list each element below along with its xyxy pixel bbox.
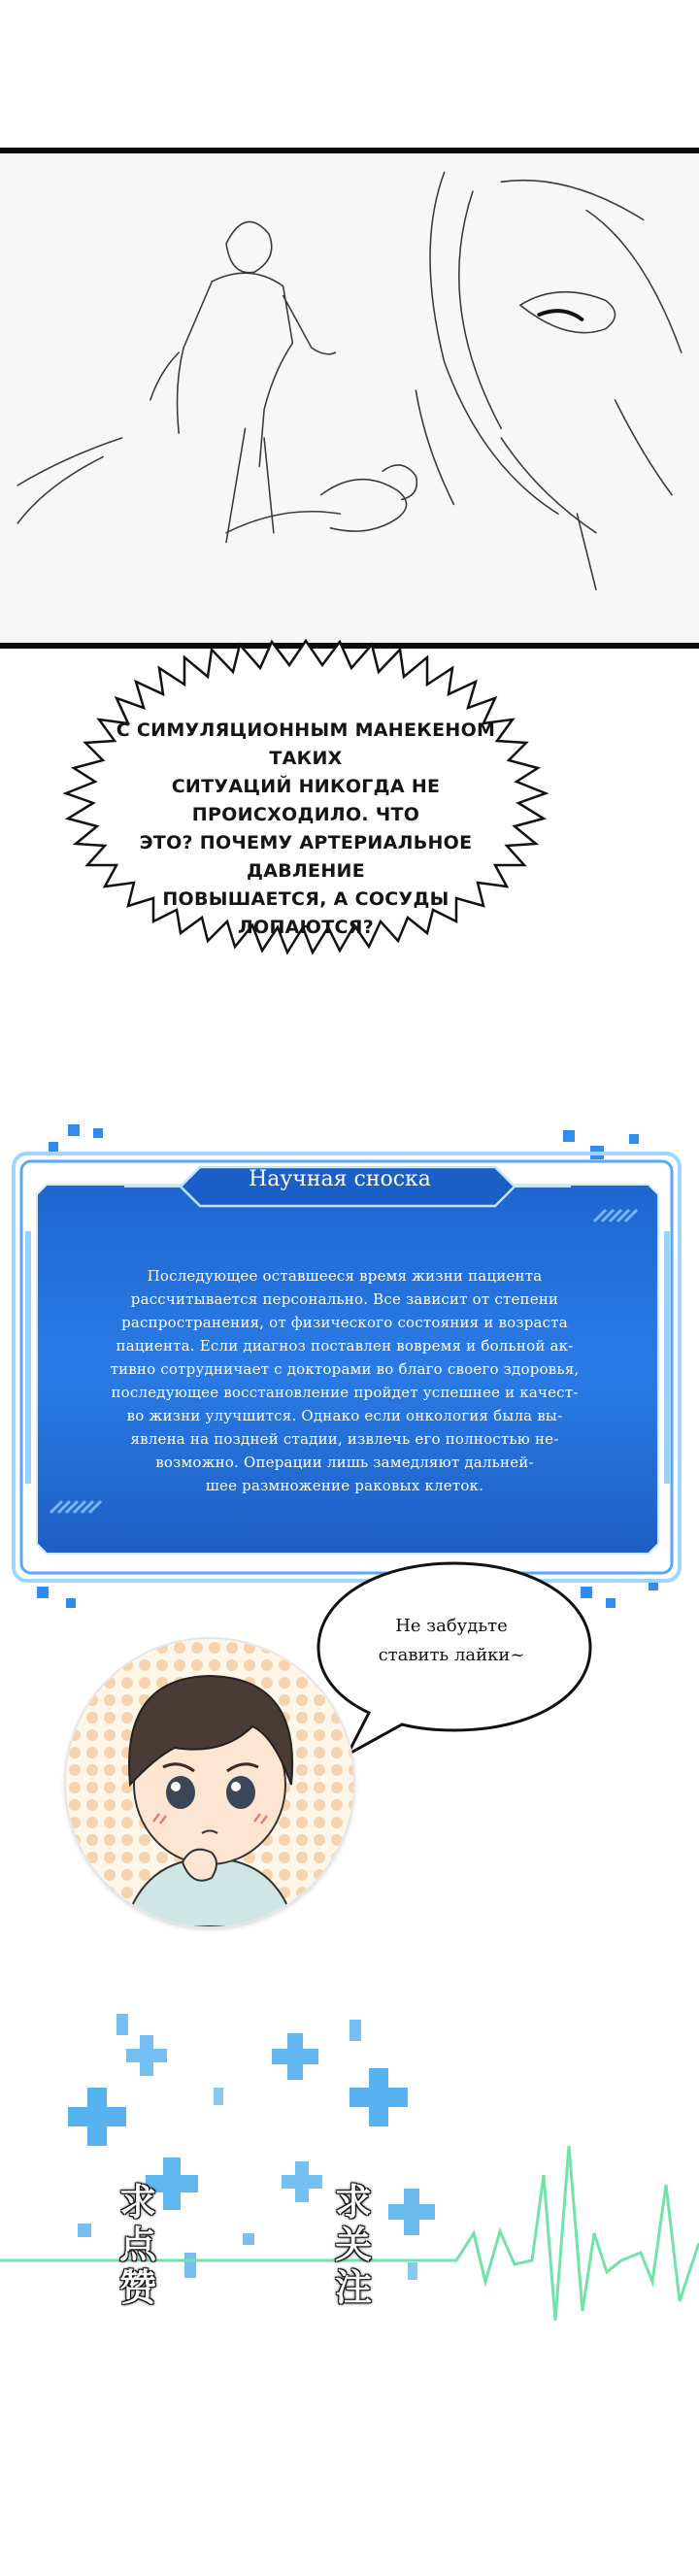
note-title: Научная сноска bbox=[249, 1167, 431, 1191]
speech-line-4: ПОВЫШАЕТСЯ, А СОСУДЫ ЛОПАЮТСЯ? bbox=[162, 888, 449, 938]
note-line: Последующее оставшееся время жизни пациента bbox=[147, 1267, 543, 1285]
speech-line-3: ЭТО? ПОЧЕМУ АРТЕРИАЛЬНОЕ ДАВЛЕНИЕ bbox=[139, 832, 473, 882]
speech-line-2: СИТУАЦИЙ НИКОГДА НЕ ПРОИСХОДИЛО. ЧТО bbox=[171, 776, 441, 825]
like-char: 赞 bbox=[118, 2266, 156, 2309]
like-char: 求 bbox=[118, 2181, 156, 2224]
avatar-illustration bbox=[66, 1639, 353, 1926]
reminder-line-2: ставить лайки~ bbox=[378, 1645, 525, 1665]
note-line: тивно сотрудничает с докторами во благо своего здоровья, bbox=[110, 1360, 580, 1378]
follow-char: 注 bbox=[334, 2266, 372, 2309]
note-body bbox=[102, 1264, 587, 1497]
note-line: последующее восстановление пройдет успешнее и качест- bbox=[111, 1384, 579, 1401]
speech-line-1: С СИМУЛЯЦИОННЫМ МАНЕКЕНОМ ТАКИХ bbox=[116, 719, 496, 769]
note-line: во жизни улучшится. Однако если онкология была вы- bbox=[126, 1407, 563, 1424]
note-line: шее размножение раковых клеток. bbox=[205, 1477, 484, 1494]
note-line: явлена на поздней стадии, извлечь его полностью не- bbox=[130, 1430, 559, 1448]
like-button[interactable] bbox=[111, 2181, 165, 2309]
note-line: распространения, от физического состояния и возраста bbox=[121, 1314, 568, 1331]
like-char: 点 bbox=[118, 2224, 156, 2266]
character-avatar bbox=[66, 1639, 353, 1926]
reminder-text bbox=[340, 1612, 563, 1670]
note-line: возможно. Операции лишь замедляют дальней- bbox=[155, 1454, 534, 1471]
follow-char: 求 bbox=[334, 2181, 372, 2224]
note-line: пациента. Если диагноз поставлен вовремя и больной ак- bbox=[116, 1337, 574, 1355]
follow-button[interactable] bbox=[326, 2181, 381, 2309]
sketch-panel bbox=[0, 148, 699, 649]
follow-char: 关 bbox=[334, 2224, 372, 2266]
speech-text bbox=[92, 717, 519, 942]
note-line: рассчитывается персонально. Все зависит от степени bbox=[130, 1290, 559, 1308]
sketch-illustration bbox=[0, 153, 699, 643]
reminder-line-1: Не забудьте bbox=[395, 1616, 508, 1636]
